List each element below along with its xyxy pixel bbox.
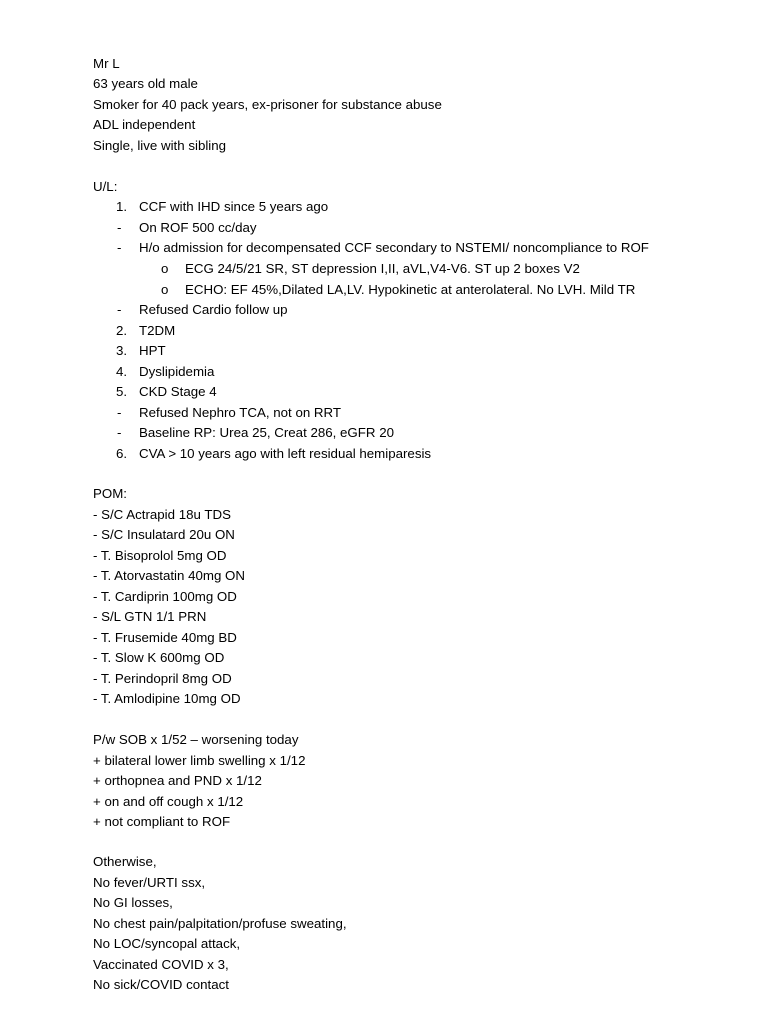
list-item: No sick/COVID contact <box>93 977 229 992</box>
list-item: Vaccinated COVID x 3, <box>93 957 229 972</box>
list-item: No chest pain/palpitation/profuse sweating, <box>93 916 347 931</box>
list-text: Baseline RP: Urea 25, Creat 286, eGFR 20 <box>139 425 394 440</box>
list-item: Otherwise, <box>93 854 157 869</box>
list-item: - T. Cardiprin 100mg OD <box>93 589 237 604</box>
list-marker: 5. <box>116 384 128 399</box>
list-marker: o <box>161 282 169 297</box>
list-text: HPT <box>139 343 166 358</box>
list-item: + not compliant to ROF <box>93 814 231 829</box>
list-text: CCF with IHD since 5 years ago <box>139 199 329 214</box>
list-item: - T. Frusemide 40mg BD <box>93 630 237 645</box>
list-item: - T. Atorvastatin 40mg ON <box>93 568 245 583</box>
list-text: Dyslipidemia <box>139 364 215 379</box>
list-item: - T. Perindopril 8mg OD <box>93 671 232 686</box>
list-marker: - <box>117 302 122 317</box>
list-marker: - <box>117 240 122 255</box>
list-item: + orthopnea and PND x 1/12 <box>93 773 262 788</box>
list-text: ECHO: EF 45%,Dilated LA,LV. Hypokinetic at anterolateral. No LVH. Mild TR <box>185 282 636 297</box>
list-item: No GI losses, <box>93 895 173 910</box>
list-marker: 4. <box>116 364 128 379</box>
list-item: P/w SOB x 1/52 – worsening today <box>93 732 299 747</box>
list-item: - T. Amlodipine 10mg OD <box>93 691 241 706</box>
list-text: CVA > 10 years ago with left residual hemiparesis <box>139 446 432 461</box>
list-item: - S/C Actrapid 18u TDS <box>93 507 231 522</box>
list-text: Refused Cardio follow up <box>139 302 288 317</box>
list-text: On ROF 500 cc/day <box>139 220 257 235</box>
list-marker: 3. <box>116 343 128 358</box>
list-item: - T. Slow K 600mg OD <box>93 650 225 665</box>
list-marker: 1. <box>116 199 128 214</box>
list-text: Refused Nephro TCA, not on RRT <box>139 405 342 420</box>
list-item: No fever/URTI ssx, <box>93 875 206 890</box>
list-marker: 6. <box>116 446 128 461</box>
patient-adl: ADL independent <box>93 117 196 132</box>
list-text: CKD Stage 4 <box>139 384 217 399</box>
list-item: + on and off cough x 1/12 <box>93 794 244 809</box>
list-text: ECG 24/5/21 SR, ST depression I,II, aVL,V4-V6. ST up 2 boxes V2 <box>185 261 580 276</box>
list-text: T2DM <box>139 323 176 338</box>
list-item: - T. Bisoprolol 5mg OD <box>93 548 227 563</box>
list-item: - S/L GTN 1/1 PRN <box>93 609 207 624</box>
list-marker: - <box>117 405 122 420</box>
underlying-heading: U/L: <box>93 179 118 194</box>
patient-smoking-history: Smoker for 40 pack years, ex-prisoner for substance abuse <box>93 97 442 112</box>
list-item: No LOC/syncopal attack, <box>93 936 241 951</box>
list-item: + bilateral lower limb swelling x 1/12 <box>93 753 306 768</box>
pom-heading: POM: <box>93 486 127 501</box>
list-text: H/o admission for decompensated CCF secondary to NSTEMI/ noncompliance to ROF <box>139 240 649 255</box>
list-marker: 2. <box>116 323 128 338</box>
patient-age-sex: 63 years old male <box>93 76 198 91</box>
list-marker: - <box>117 220 122 235</box>
list-marker: o <box>161 261 169 276</box>
list-item: - S/C Insulatard 20u ON <box>93 527 235 542</box>
list-marker: - <box>117 425 122 440</box>
patient-social: Single, live with sibling <box>93 138 227 153</box>
patient-name: Mr L <box>93 56 120 71</box>
